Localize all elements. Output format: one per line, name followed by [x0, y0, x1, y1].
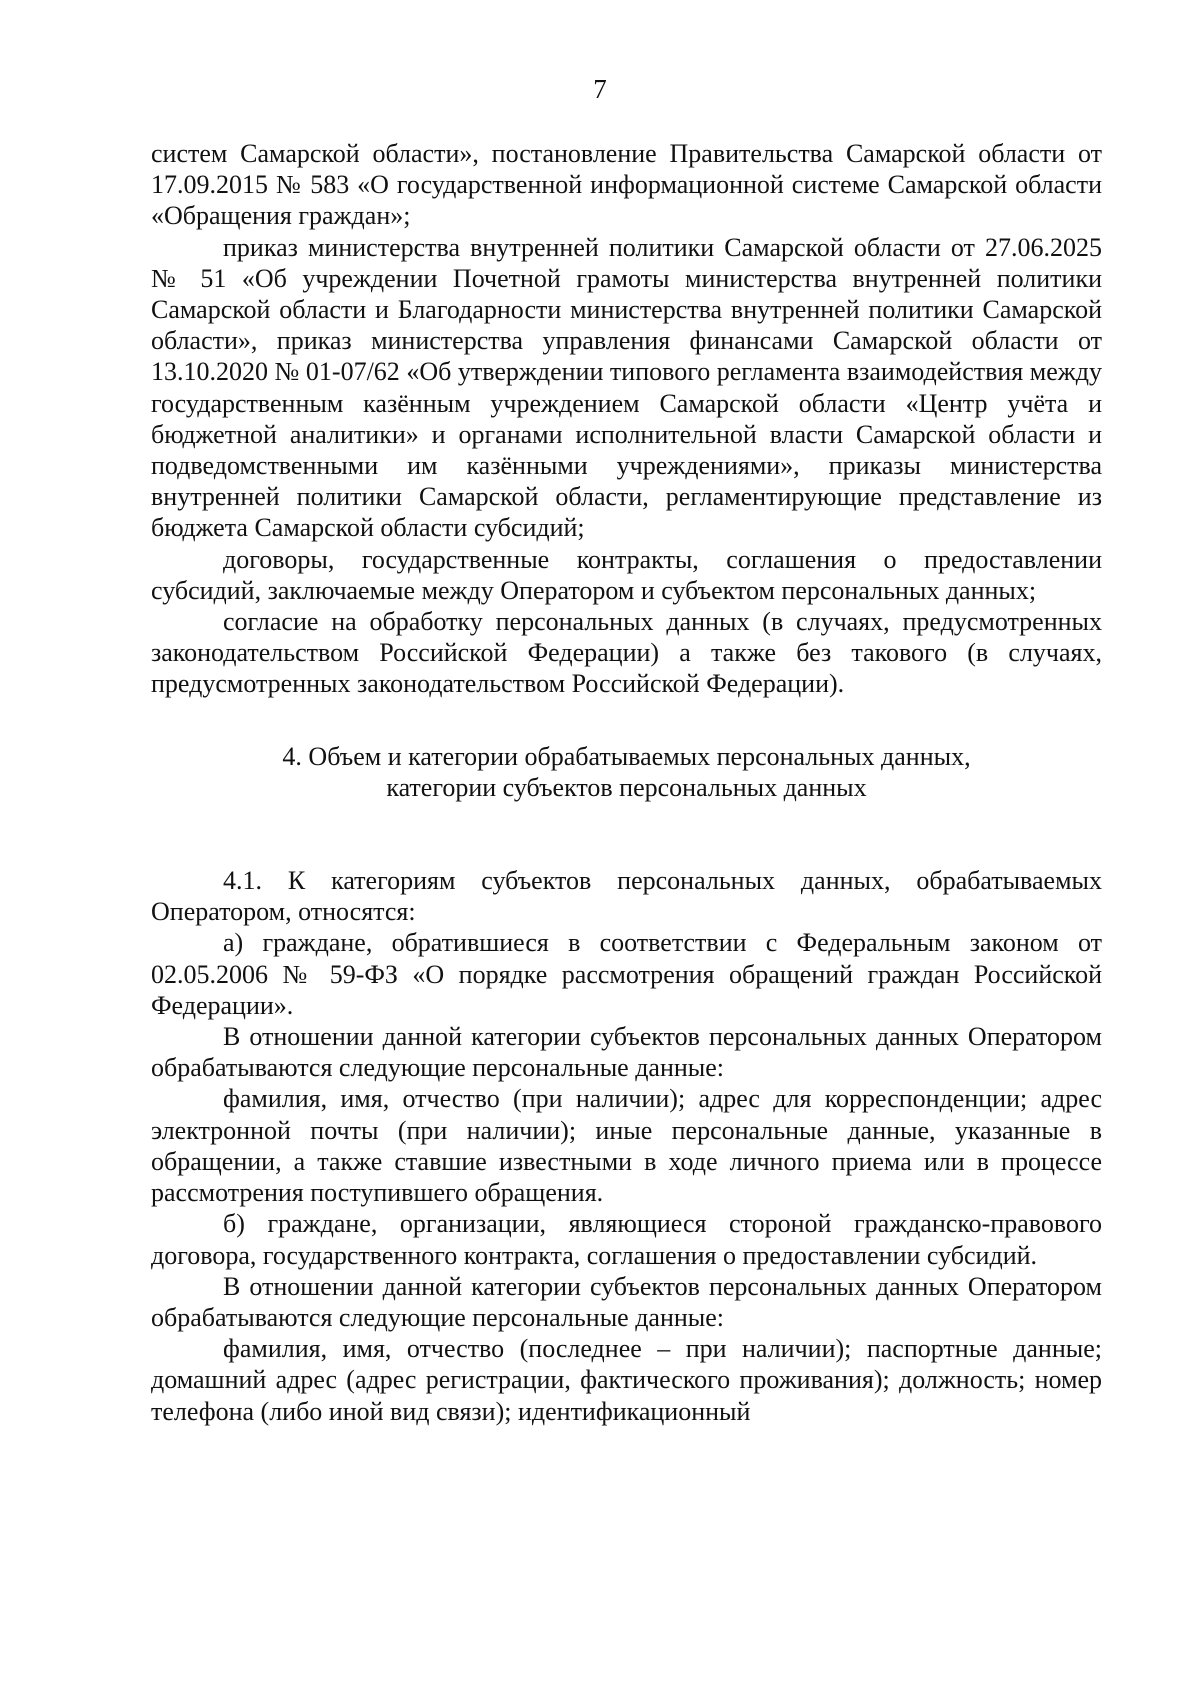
paragraph-item-a: а) граждане, обратившиеся в соответствии с Федеральным законом от 02.05.2006 № 59-ФЗ «О порядке рассмотрения обращений граждан Российской Федерации». — [151, 928, 1102, 1020]
section-heading — [151, 741, 1102, 803]
page-number: 7 — [593, 74, 607, 104]
paragraph-item-b: б) граждане, организации, являющиеся стороной гражданско-правового договора, государственного контракта, соглашения о предоставлении субсидий. — [151, 1209, 1102, 1270]
paragraph-contracts: договоры, государственные контракты, соглашения о предоставлении субсидий, заключаемые между Оператором и субъектом персональных данных; — [151, 544, 1102, 605]
paragraph-category-a-intro: В отношении данной категории субъектов персональных данных Оператором обрабатываются следующие персональные данные: — [151, 1022, 1102, 1083]
paragraph-legal-acts-continuation: систем Самарской области», постановление Правительства Самарской области от 17.09.2015 № 583 «О государственной информационной системе Самарской области «Обращения граждан»; — [151, 139, 1102, 231]
paragraph-category-b-intro: В отношении данной категории субъектов персональных данных Оператором обрабатываются следующие персональные данные: — [151, 1271, 1102, 1332]
paragraph-consent: согласие на обработку персональных данных (в случаях, предусмотренных законодательством Российской Федерации) а также без такового (в случаях, предусмотренных законодательством Российской Федерации). — [151, 607, 1102, 699]
paragraph-ministry-orders: приказ министерства внутренней политики Самарской области от 27.06.2025 № 51 «Об учреждении Почетной грамоты министерства внутренней политики Самарской области и Благодарности министерства внутренней политики Самарской области», приказ министерства управления финансами Самарской области от 13.10.2020 № 01-07/62 «Об утверждении типового регламента взаимодействия между государственным казённым учреждением Самарской области «Центр учёта и бюджетной аналитики» и органами исполнительной власти Самарской области и подведомственными им казёнными учреждениями», приказы министерства внутренней политики Самарской области, регламентирующие представление из бюджета Самарской области субсидий; — [151, 232, 1102, 543]
section-heading-line-1: 4. Объем и категории обрабатываемых персональных данных, — [282, 741, 971, 771]
paragraph-category-a-data: фамилия, имя, отчество (при наличии); адрес для корреспонденции; адрес электронной почты (при наличии); иные персональные данные, указанные в обращении, а также ставшие известными в ходе личного приема или в процессе рассмотрения поступившего обращения. — [151, 1084, 1102, 1208]
section-heading-line-2: категории субъектов персональных данных — [386, 772, 867, 802]
document-body — [151, 138, 1102, 1427]
paragraph-4-1: 4.1. К категориям субъектов персональных данных, обрабатываемых Оператором, относятся: — [151, 866, 1102, 927]
paragraph-category-b-data: фамилия, имя, отчество (последнее – при наличии); паспортные данные; домашний адрес (адрес регистрации, фактического проживания); должность; номер телефона (либо иной вид связи); идентификационный — [151, 1334, 1102, 1426]
